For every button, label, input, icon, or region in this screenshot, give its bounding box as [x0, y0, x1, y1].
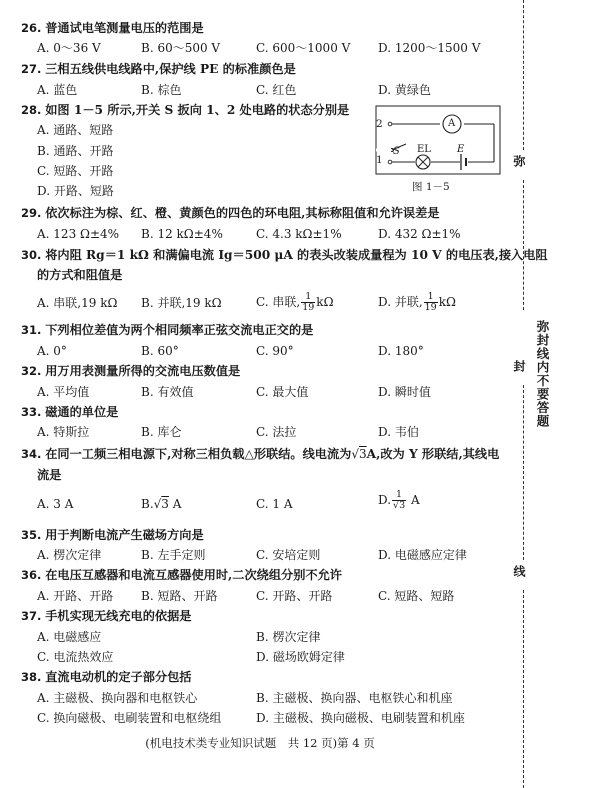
option-a: A. 0～36 V — [37, 41, 101, 55]
fraction: $\frac{1}{19}$ — [302, 291, 315, 313]
option-b: B. 12 kΩ±4% — [141, 227, 223, 241]
option-b: B. 60° — [141, 344, 179, 358]
question-31: 31. 下列相位差值为两个相同频率正弦交流电正交的是 — [21, 323, 314, 337]
option-b: B. 棕色 — [141, 83, 182, 97]
option-b: B. 库仑 — [141, 425, 182, 439]
option-d: D. 瞬时值 — [378, 385, 431, 399]
question-30-line2: 的方式和阻值是 — [37, 268, 123, 282]
option-d: D. 磁场欧姆定律 — [256, 650, 345, 664]
option-c: C. 90° — [256, 344, 294, 358]
question-38: 38. 直流电动机的定子部分包括 — [21, 670, 192, 684]
question-27: 27. 三相五线供电线路中,保护线 PE 的标准颜色是 — [21, 62, 296, 76]
option-b: B. 60～500 V — [141, 41, 221, 55]
seal-line — [523, 590, 524, 788]
seal-char-middle: 封 — [512, 360, 526, 373]
option-d: D. 韦伯 — [378, 425, 419, 439]
question-32: 32. 用万用表测量所得的交流电压数值是 — [21, 364, 241, 378]
option-c: C. 红色 — [256, 83, 297, 97]
option-d: D. $\frac{1}{√3}$ A — [378, 489, 420, 511]
option-c: C. 1 A — [256, 497, 293, 511]
fraction: $\frac{1}{19}$ — [424, 291, 437, 313]
option-a: A. 0° — [37, 344, 67, 358]
fraction: $\frac{1}{√3}$ — [393, 489, 406, 511]
option-a: A. 特斯拉 — [37, 425, 90, 439]
question-34: 34. 在同一工频三相电源下,对称三相负载△形联结。线电流为√3A,改为 Y 形联结,其线电 — [21, 447, 500, 461]
option-c: C. 安培定则 — [256, 548, 321, 562]
question-26: 26. 普通试电笔测量电压的范围是 — [21, 21, 204, 35]
seal-line — [523, 0, 524, 150]
option-b: B. 有效值 — [141, 385, 194, 399]
option-d: D. 开路、短路 — [37, 184, 114, 198]
option-d: C. 短路、短路 — [378, 589, 455, 603]
option-a: A. 123 Ω±4% — [37, 227, 120, 241]
switch-label: S — [393, 146, 400, 157]
option-c: C. 电流热效应 — [37, 650, 114, 664]
option-b: B. 左手定则 — [141, 548, 206, 562]
option-d: D. 主磁极、换向磁极、电刷装置和机座 — [256, 711, 465, 725]
seal-char-top: 弥 — [512, 155, 526, 168]
option-a: A. 楞次定律 — [37, 548, 102, 562]
option-c: C. 串联, $\frac{1}{19}$ kΩ — [256, 291, 334, 313]
sqrt-symbol: √3 — [153, 497, 169, 511]
seal-char-bottom: 线 — [512, 565, 526, 578]
question-33: 33. 磁通的单位是 — [21, 405, 119, 419]
seal-line — [523, 180, 524, 310]
node-label-2: 2 — [376, 118, 383, 130]
option-c: C. 换向磁极、电刷装置和电枢绕组 — [37, 711, 222, 725]
option-a: A. 3 A — [37, 497, 74, 511]
node-label-1: 1 — [376, 154, 383, 166]
question-34-line2: 流是 — [37, 468, 62, 482]
emf-label: E — [457, 144, 465, 155]
option-d: D. 180° — [378, 344, 424, 358]
option-c: C. 4.3 kΩ±1% — [256, 227, 342, 241]
option-a: A. 通路、短路 — [37, 123, 114, 137]
option-c: C. 短路、开路 — [37, 164, 114, 178]
option-a: A. 电磁感应 — [37, 630, 102, 644]
option-c: C. 最大值 — [256, 385, 309, 399]
option-d: D. 电磁感应定律 — [378, 548, 467, 562]
option-b: B.√3 A — [141, 497, 182, 511]
option-c: C. 法拉 — [256, 425, 297, 439]
option-b: B. 楞次定律 — [256, 630, 321, 644]
option-a: A. 平均值 — [37, 385, 90, 399]
figure-caption: 图 1－5 — [412, 181, 450, 193]
seal-line — [523, 385, 524, 560]
option-b: B. 并联,19 kΩ — [141, 296, 222, 310]
question-36: 36. 在电压互感器和电流互感器使用时,二次绕组分别不允许 — [21, 568, 342, 582]
question-35: 35. 用于判断电流产生磁场方向是 — [21, 528, 204, 542]
sqrt-symbol: √3 — [351, 447, 367, 461]
option-a: A. 串联,19 kΩ — [37, 296, 118, 310]
option-a: A. 开路、开路 — [37, 589, 114, 603]
circuit-figure — [370, 104, 510, 180]
option-d: D. 432 Ω±1% — [378, 227, 461, 241]
lamp-label: EL — [417, 144, 431, 155]
question-37: 37. 手机实现无线充电的依据是 — [21, 609, 192, 623]
option-a: A. 主磁极、换向器和电枢铁心 — [37, 691, 198, 705]
meter-label: A — [448, 118, 456, 129]
seal-instruction: 弥封线内不要答题 — [535, 320, 550, 428]
option-c: C. 600～1000 V — [256, 41, 351, 55]
option-c: C. 开路、开路 — [256, 589, 333, 603]
question-30: 30. 将内阻 Rg＝1 kΩ 和满偏电流 Ig＝500 μA 的表头改装成量程为 10 V 的电压表,接入电阻 — [21, 248, 548, 262]
option-d: D. 黄绿色 — [378, 83, 431, 97]
question-28: 28. 如图 1－5 所示,开关 S 扳向 1、2 处电路的状态分别是 — [21, 103, 350, 117]
option-b: B. 通路、开路 — [37, 144, 114, 158]
page-footer: (机电技术类专业知识试题 共 12 页)第 4 页 — [145, 736, 375, 750]
option-d: D. 1200～1500 V — [378, 41, 481, 55]
option-d: D. 并联, $\frac{1}{19}$ kΩ — [378, 291, 456, 313]
option-b: B. 短路、开路 — [141, 589, 218, 603]
option-b: B. 主磁极、换向器、电枢铁心和机座 — [256, 691, 453, 705]
option-a: A. 蓝色 — [37, 83, 78, 97]
question-29: 29. 依次标注为棕、红、橙、黄颜色的四色的环电阻,其标称阻值和允许误差是 — [21, 206, 440, 220]
